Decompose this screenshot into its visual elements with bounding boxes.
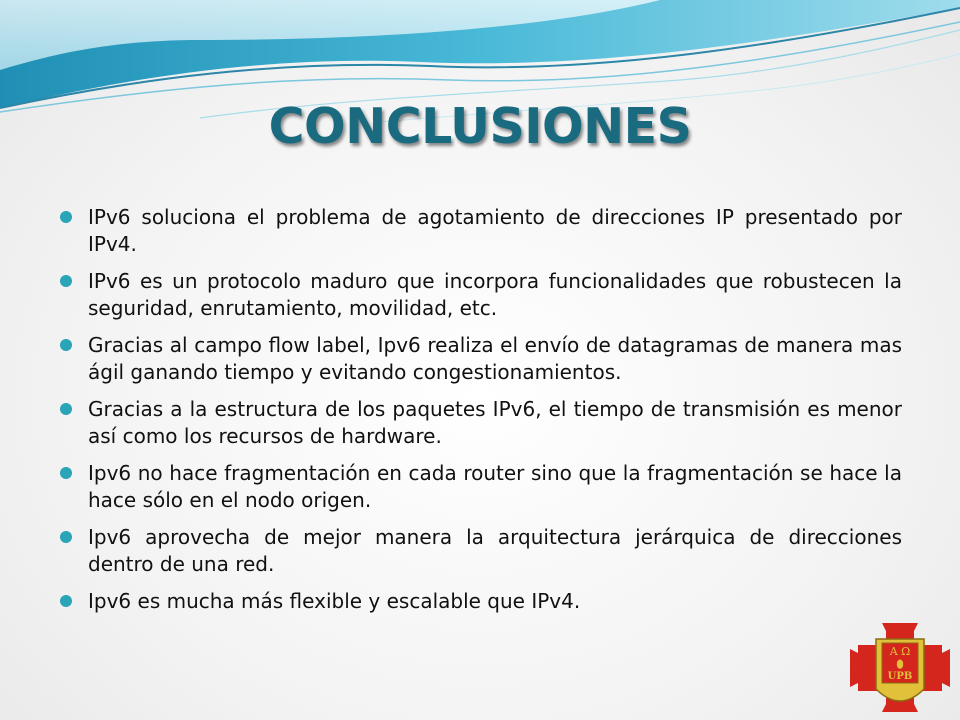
bullet-text: Ipv6 aprovecha de mejor manera la arquitectura jerárquica de direcciones dentro de una red. <box>88 525 902 576</box>
bullet-item <box>60 588 902 615</box>
bullet-text: Ipv6 es mucha más flexible y escalable que IPv4. <box>88 589 581 613</box>
upb-logo <box>848 621 952 714</box>
svg-text:UPB: UPB <box>887 671 913 682</box>
bullet-text: Ipv6 no hace fragmentación en cada router sino que la fragmentación se hace la hace sólo en el nodo origen. <box>88 461 902 512</box>
bullet-item <box>60 396 902 450</box>
bullet-dot-icon <box>60 275 72 287</box>
svg-text:Α Ω: Α Ω <box>889 645 911 658</box>
bullet-text: Gracias al campo flow label, Ipv6 realiza el envío de datagramas de manera mas ágil ganando tiempo y evitando congestionamientos. <box>88 333 902 384</box>
bullet-item <box>60 460 902 514</box>
bullet-item <box>60 332 902 386</box>
bullet-item <box>60 524 902 578</box>
bullet-text: Gracias a la estructura de los paquetes IPv6, el tiempo de transmisión es menor así como los recursos de hardware. <box>88 397 902 448</box>
slide-title: CONCLUSIONES <box>268 98 692 155</box>
bullet-text: IPv6 es un protocolo maduro que incorpora funcionalidades que robustecen la seguridad, enrutamiento, movilidad, etc. <box>88 269 902 320</box>
bullet-dot-icon <box>60 339 72 351</box>
bullet-item <box>60 204 902 258</box>
bullet-dot-icon <box>60 403 72 415</box>
bullet-text: IPv6 soluciona el problema de agotamiento de direcciones IP presentado por IPv4. <box>88 205 902 256</box>
bullet-dot-icon <box>60 531 72 543</box>
bullet-dot-icon <box>60 467 72 479</box>
bullet-dot-icon <box>60 595 72 607</box>
bullet-list <box>60 204 902 625</box>
bullet-dot-icon <box>60 211 72 223</box>
bullet-item <box>60 268 902 322</box>
